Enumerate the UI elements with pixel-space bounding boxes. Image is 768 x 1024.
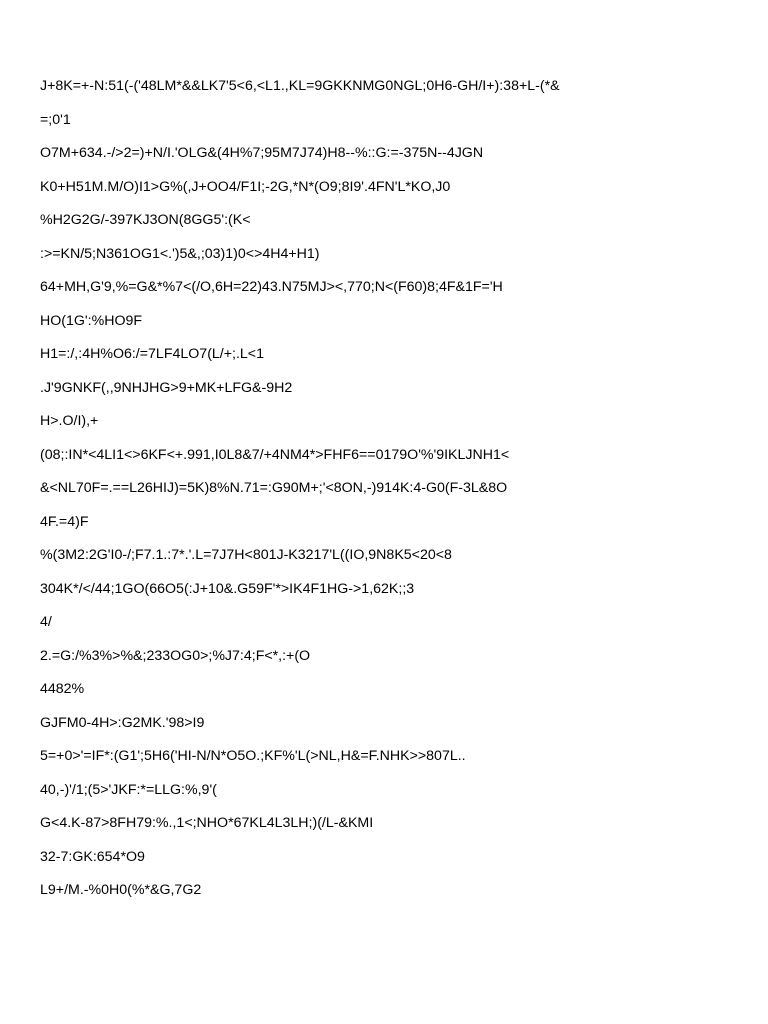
text-line: (08;:IN*<4LI1<>6KF<+.991,I0L8&7/+4NM4*>FHF6==0179O'%'9IKLJNH1< (40, 446, 510, 463)
text-line: &<NL70F=.==L26HIJ)=5K)8%N.71=:G90M+;'<8ON,-)914K:4-G0(F-3L&8O (40, 480, 508, 496)
text-line: 32-7:GK:654*O9 (40, 848, 145, 865)
text-line: =;0'1 (40, 111, 71, 128)
text-line: H>.O/I),+ (40, 413, 99, 429)
text-line: 40,-)'/1;(5>'JKF:*=LLG:%,9'( (40, 781, 217, 798)
text-line: O7M+634.-/>2=)+N/I.'OLG&(4H%7;95M7J74)H8--%::G:=-375N--4JGN (40, 145, 484, 161)
text-line: G<4.K-87>8FH79:%.,1<;NHO*67KL4L3LH;)(/L-&KMI (40, 815, 374, 831)
text-line: 4F.=4)F (40, 513, 89, 530)
text-line: HO(1G':%HO9F (40, 312, 143, 329)
text-line: H1=:/,:4H%O6:/=7LF4LO7(L/+;.L<1 (40, 346, 264, 362)
text-line: K0+H51M.M/O)I1>G%(,J+OO4/F1I;-2G,*N*(O9;8I9'.4FN'L*KO,J0 (40, 178, 451, 195)
text-line: J+8K=+-N:51(-('48LM*&&LK7'5<6,<L1.,KL=9GKKNMG0NGL;0H6-GH/I+):38+L-(*& (40, 78, 560, 94)
text-line: 2.=G:/%3%>%&;233OG0>;%J7:4;F<*,:+(O (40, 647, 311, 664)
text-lines (40, 76, 740, 914)
text-line: %(3M2:2G'I0-/;F7.1.:7*.'.L=7J7H<801J-K3217'L((IO,9N8K5<20<8 (40, 547, 452, 563)
text-line: GJFM0-4H>:G2MK.'98>I9 (40, 714, 205, 731)
text-line: 64+MH,G'9,%=G&*%7<(/O,6H=22)43.N75MJ><,770;N<(F60)8;4F&1F='H (40, 279, 503, 295)
text-line: %H2G2G/-397KJ3ON(8GG5':(K< (40, 212, 251, 228)
text-line: :>=KN/5;N361OG1<.')5&,;03)1)0<>4H4+H1) (40, 245, 320, 262)
text-line: 4482% (40, 681, 85, 697)
text-line: 304K*/</44;1GO(66O5(:J+10&.G59F'*>IK4F1HG->1,62K;;3 (40, 580, 415, 597)
text-line: 4/ (40, 614, 52, 630)
text-line: .J'9GNKF(,,9NHJHG>9+MK+LFG&-9H2 (40, 379, 293, 396)
text-line: 5=+0>'=IF*:(G1';5H6('HI-N/N*O5O.;KF%'L(>NL,H&=F.NHK>>807L.. (40, 748, 466, 764)
text-line: L9+/M.-%0H0(%*&G,7G2 (40, 882, 202, 898)
